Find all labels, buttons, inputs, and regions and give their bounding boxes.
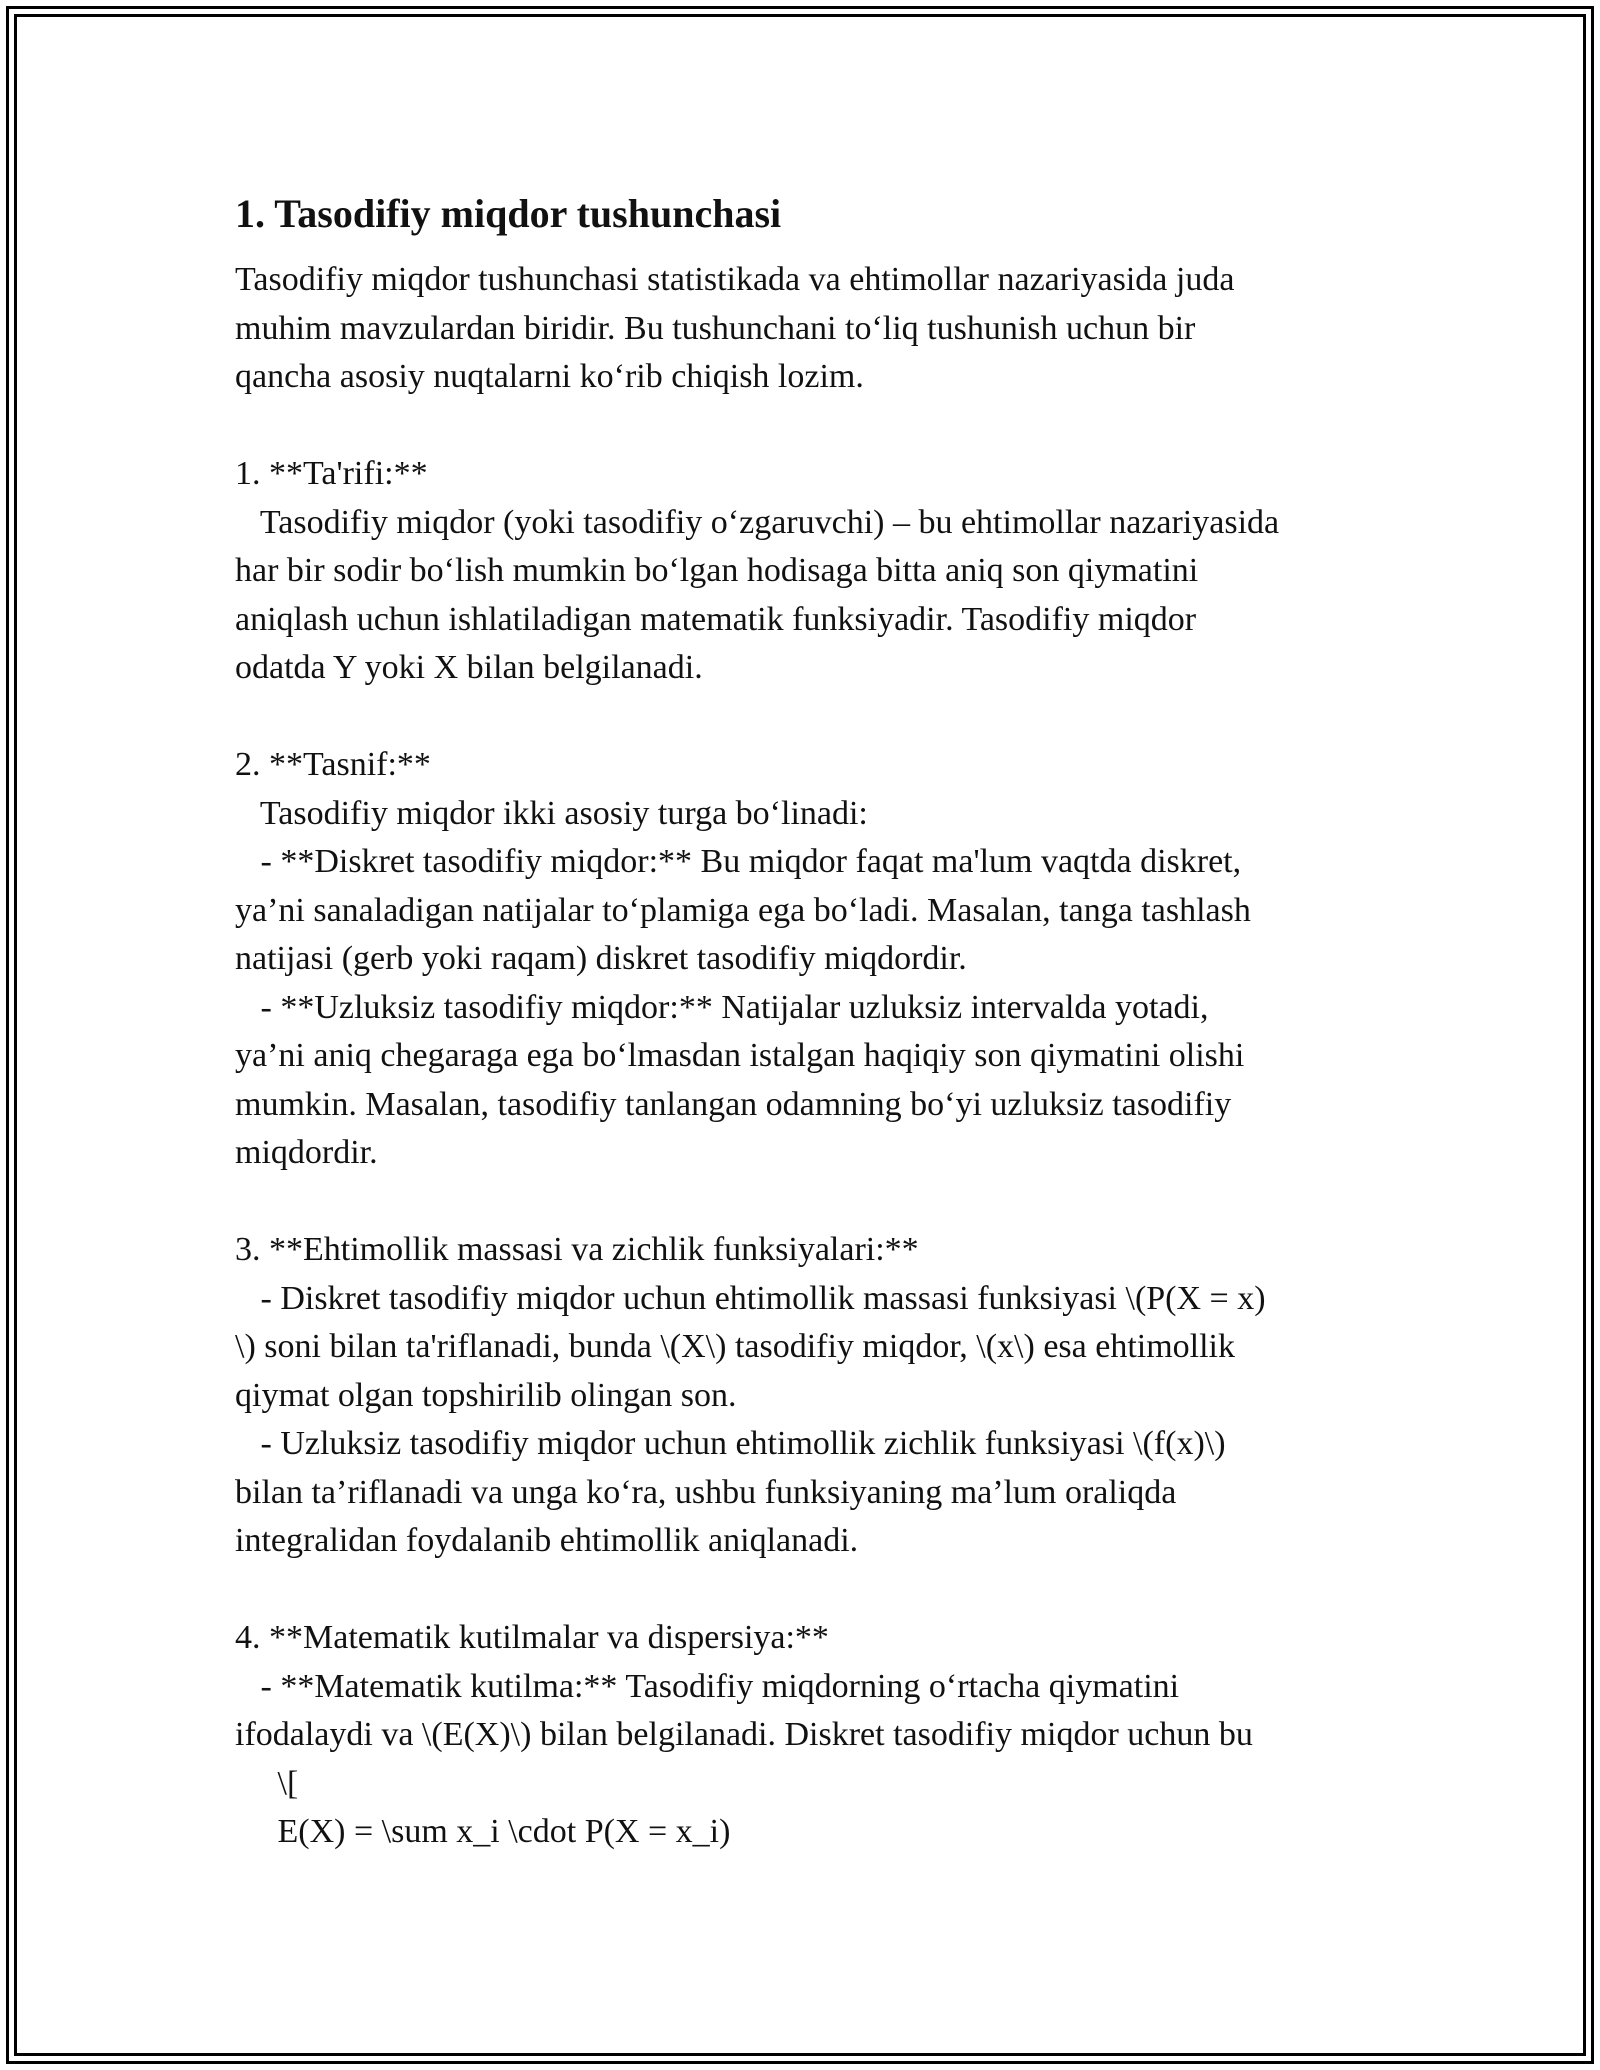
blank-line — [235, 1178, 1395, 1227]
text-line: integralidan foydalanib ehtimollik aniqlanadi. — [235, 1522, 859, 1559]
blank-line — [235, 1566, 1395, 1615]
text-line: bilan ta’riflanadi va unga ko‘ra, ushbu funksiyaning ma’lum oraliqda — [235, 1473, 1177, 1511]
text-line: \) soni bilan ta'riflanadi, bunda \(X\) tasodifiy miqdor, \(x\) esa ehtimollik — [235, 1328, 1235, 1365]
text-line: - Diskret tasodifiy miqdor uchun ehtimollik massasi funksiyasi \(P(X = x) — [235, 1279, 1266, 1317]
blank-line — [235, 402, 1395, 451]
list-item-heading: 4. **Matematik kutilmalar va dispersiya:** — [235, 1619, 829, 1656]
body-text — [235, 256, 1395, 1857]
text-line: Tasodifiy miqdor tushunchasi statistikada va ehtimollar nazariyasida juda — [235, 261, 1235, 298]
text-line: - **Matematik kutilma:** Tasodifiy miqdorning o‘rtacha qiymatini — [235, 1667, 1180, 1705]
text-line: mumkin. Masalan, tasodifiy tanlangan odamning bo‘yi uzluksiz tasodifiy — [235, 1085, 1232, 1123]
document-page — [235, 186, 1395, 1857]
blank-line — [235, 693, 1395, 742]
text-line: odatda Y yoki X bilan belgilanadi. — [235, 649, 703, 686]
text-line: ya’ni sanaladigan natijalar to‘plamiga ega bo‘ladi. Masalan, tanga tashlash — [235, 891, 1251, 929]
text-line: aniqlash uchun ishlatiladigan matematik funksiyadir. Tasodifiy miqdor — [235, 600, 1197, 638]
text-line: natijasi (gerb yoki raqam) diskret tasodifiy miqdordir. — [235, 940, 967, 977]
formula-line: E(X) = \sum x_i \cdot P(X = x_i) — [235, 1813, 731, 1850]
text-line: har bir sodir bo‘lish mumkin bo‘lgan hodisaga bitta aniq son qiymatini — [235, 552, 1199, 589]
text-line: - **Uzluksiz tasodifiy miqdor:** Natijalar uzluksiz intervalda yotadi, — [235, 988, 1209, 1026]
text-line: - **Diskret tasodifiy miqdor:** Bu miqdor faqat ma'lum vaqtda diskret, — [235, 843, 1242, 880]
section-heading: 1. Tasodifiy miqdor tushunchasi — [235, 191, 782, 236]
text-line: Tasodifiy miqdor ikki asosiy turga bo‘linadi: — [235, 794, 868, 832]
list-item-heading: 1. **Ta'rifi:** — [235, 455, 428, 492]
text-line: ifodalaydi va \(E(X)\) bilan belgilanadi. Diskret tasodifiy miqdor uchun bu — [235, 1716, 1253, 1753]
text-line: muhim mavzulardan biridir. Bu tushunchani to‘liq tushunish uchun bir — [235, 309, 1196, 347]
text-line: - Uzluksiz tasodifiy miqdor uchun ehtimollik zichlik funksiyasi \(f(x)\) — [235, 1425, 1226, 1462]
text-line: ya’ni aniq chegaraga ega bo‘lmasdan istalgan haqiqiy son qiymatini olishi — [235, 1037, 1245, 1074]
list-item-heading: 2. **Tasnif:** — [235, 746, 431, 783]
text-line: qancha asosiy nuqtalarni ko‘rib chiqish lozim. — [235, 358, 864, 395]
list-item-heading: 3. **Ehtimollik massasi va zichlik funksiyalari:** — [235, 1231, 919, 1268]
text-line: Tasodifiy miqdor (yoki tasodifiy o‘zgaruvchi) – bu ehtimollar nazariyasida — [235, 503, 1280, 541]
text-line: qiymat olgan topshirilib olingan son. — [235, 1376, 737, 1414]
formula-line: \[ — [235, 1764, 299, 1802]
text-line: miqdordir. — [235, 1134, 378, 1171]
